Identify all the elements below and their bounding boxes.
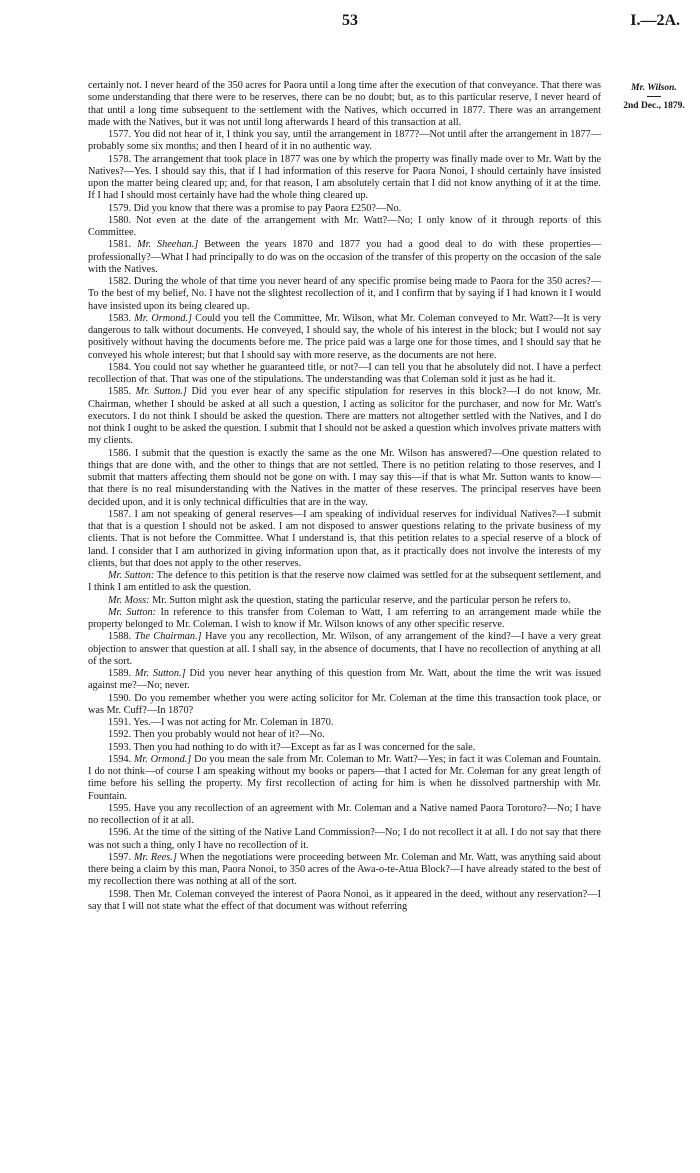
- speaker-name: The Chairman.]: [134, 631, 202, 643]
- paragraph-text: 1592. Then you probably would not hear of it?—No.: [108, 729, 325, 741]
- margin-date: 2nd Dec., 1879.: [623, 101, 685, 111]
- speaker-name: Mr. Rees.]: [134, 851, 177, 863]
- paragraph-text: Between the years 1870 and 1877 you had a good deal to do with these properties—professionally?—What I had principally to do was on the occasion of the transfer of this property on the occasion of the sale with the Natives.: [88, 239, 602, 275]
- paragraph-text: 1577. You did not hear of it, I think you say, until the arrangement in 1877?—Not until after the arrangement in 1877—probably some six months; and then I heard of it in no authentic way.: [88, 129, 601, 153]
- paragraph-text: 1578. The arrangement that took place in 1877 was one by which the property was finally made over to Mr. Watt by the Natives?—Yes. I should say this, that if I had information of this reserve for Paora Nonoi, I should certainly have insisted upon the matter being cleared up; and, for that reason, I am absolutely certain that I did not know anything of it at the time. If I had I should most certainly have had the whole thing cleared up.: [88, 153, 601, 202]
- paragraph: [88, 313, 601, 362]
- question-number: 1585.: [108, 386, 132, 398]
- paragraph: [88, 742, 601, 754]
- paragraph-text: 1591. Yes.—I was not acting for Mr. Coleman in 1870.: [108, 717, 334, 728]
- question-number: 1588.: [108, 631, 132, 643]
- paragraph: [88, 754, 601, 803]
- paragraph: [88, 215, 601, 240]
- paragraph-text: 1586. I submit that the question is exactly the same as the one Mr. Wilson has answered?—One question related to things that are done with, and the other to things that are not settled. There is no petition relating to those reserves, and I submit that matters affecting them should not be gone on with. I may say this—if that is what Mr. Sutton wants to know—that there is no real misunderstanding with the Natives in the matter of these reserves. The principal reserves have been decided upon, and it is only technical difficulties that are in the way.: [88, 447, 601, 508]
- margin-rule: [647, 96, 661, 97]
- paragraph-text: Mr. Sutton might ask the question, stating the particular reserve, and the particular person he refers to.: [152, 594, 571, 606]
- paragraph: [88, 570, 601, 595]
- paragraph-text: 1593. Then you had nothing to do with it?—Except as far as I was concerned for the sale.: [108, 741, 476, 753]
- margin-note: [612, 82, 696, 112]
- paragraph-text: When the negotiations were proceeding between Mr. Coleman and Mr. Watt, was anything said about there being a claim by this man, Paora Nonoi, to 350 acres of the Awa-o-te-Atua Block?—I have already stated to the best of my recollection there was nothing at all of the sort.: [88, 851, 601, 888]
- paragraph-text: 1596. At the time of the sitting of the Native Land Commission?—No; I do not recollect it at all. I do not say that there was not such a thing, only I have no recollection of it.: [88, 827, 601, 851]
- paragraph: [88, 668, 601, 693]
- question-number: 1594.: [108, 753, 132, 765]
- paragraph-text: 1580. Not even at the date of the arrangement with Mr. Watt?—No; I only know of it through reports of this Committee.: [88, 214, 601, 238]
- paragraph-text: In reference to this transfer from Coleman to Watt, I am referring to an arrangement made while the property belonged to Mr. Coleman. I wish to know if Mr. Wilson knows of any other specific reserve.: [88, 606, 602, 630]
- paragraph: [88, 154, 601, 203]
- paragraph: [88, 80, 601, 129]
- paragraph: [88, 693, 601, 718]
- paragraph-text: Did you never hear anything of this question from Mr. Watt, about the time the writ was issued against me?—No; never.: [88, 668, 602, 692]
- paragraph: [88, 852, 601, 889]
- paragraph: [88, 386, 601, 447]
- speaker-name: Mr. Sutton:: [108, 570, 155, 581]
- speaker-name: Mr. Sutton.]: [135, 386, 187, 398]
- paragraph: [88, 717, 601, 729]
- paragraph: [88, 595, 601, 607]
- paragraph: [88, 509, 601, 570]
- paragraph: [88, 631, 601, 668]
- paragraph: [88, 129, 601, 154]
- speaker-name: Mr. Sutton.]: [134, 668, 186, 679]
- paragraph: [88, 729, 601, 741]
- paragraph-text: certainly not. I never heard of the 350 acres for Paora until a long time after the execution of that conveyance. That there was some understanding that there were to be reserves, there can be no doubt; but, as to this particular reserve, I never heard of that until a long time subsequent to the settlement with the Natives, which occurred in 1877. There was an arrangement made with the Natives, but it was not until long afterwards I heard of this transaction at all.: [88, 80, 601, 128]
- page-header: [90, 8, 680, 32]
- paragraph: [88, 448, 601, 509]
- paragraph-text: Did you ever hear of any specific stipulation for reserves in this block?—I do not know, Mr. Chairman, whether I should be asked at all such a question, I acting as solicitor for the purchaser, and now for Mr. Watt's executors. I do not think I should be asked the question. There are matters not altogether settled with the Natives, and I do not think I ought to be asked the question. I submit that I should not be asked a question which involves private matters with my clients.: [88, 386, 602, 447]
- paragraph-text: Do you mean the sale from Mr. Coleman to Mr. Watt?—Yes; in fact it was Coleman and Fountain. I do not think—of course I am speaking without my books or papers—that I acted for Mr. Coleman for any great length of time before his selling the property. My first recollection of acting for him is when he dissolved partnership with Mr. Fountain.: [88, 753, 601, 802]
- paragraph: [88, 607, 601, 632]
- question-number: 1583.: [108, 312, 132, 324]
- paragraph: [88, 203, 601, 215]
- paragraph-text: 1587. I am not speaking of general reserves—I am speaking of individual reserves for individual Natives?—I submit that that is a question I should not be asked. I am not disposed to answer questions relating to the private business of my clients. That is not before the Committee. What I understand is, that this petition relates to a special reserve of a block of land. I consider that I am authorized in giving information upon that, as it practically does not involve the interests of my clients, but that does not apply to the other reserves.: [88, 508, 601, 569]
- paragraph: [88, 827, 601, 852]
- speaker-name: Mr. Ormond.]: [133, 753, 192, 765]
- paragraph-text: Have you any recollection, Mr. Wilson, of any arrangement of the kind?—I have a very great objection to answer that question at all. I shall say, in the absence of documents, that I have no recollection of anything at all of the sort.: [88, 631, 601, 667]
- document-body: [88, 80, 601, 913]
- paragraph-text: 1579. Did you know that there was a promise to pay Paora £250?—No.: [108, 202, 402, 214]
- paragraph-text: 1582. During the whole of that time you never heard of any specific promise being made to Paora for the 350 acres?—To the best of my belief, No. I have not the slightest recollection of it, and I confirm that by saying if I had known it I would have insisted upon its being cleared up.: [88, 276, 601, 312]
- speaker-name: Mr. Moss:: [108, 594, 150, 606]
- paragraph-text: The defence to this petition is that the reserve now claimed was settled for at the subsequent settlement, and I think I am entitled to ask the question.: [88, 570, 601, 594]
- question-number: 1589.: [108, 668, 132, 679]
- speaker-name: Mr. Sheehan.]: [137, 239, 199, 251]
- document-reference: I.—2A.: [630, 12, 680, 29]
- paragraph-text: Could you tell the Committee, Mr. Wilson, what Mr. Coleman conveyed to Mr. Watt?—It is very dangerous to talk without documents. He conveyed, I should say, the whole of his interest in the block; but I would not say positively without having the documents before me. The price paid was a large one for those times, and I should say that he conveyed his whole interest; but that I should say with more reserve, as the documents are not here.: [88, 312, 601, 361]
- page-number: 53: [342, 12, 358, 29]
- speaker-name: Mr. Ormond.]: [134, 312, 193, 324]
- paragraph: [88, 362, 601, 387]
- paragraph-text: 1598. Then Mr. Coleman conveyed the interest of Paora Nonoi, as it appeared in the deed, without any reservation?—I say that I will not state what the effect of that document was without referring: [88, 888, 601, 912]
- paragraph-text: 1584. You could not say whether he guaranteed title, or not?—I can tell you that he absolutely did not. I have a perfect recollection of that. That was one of the stipulations. The understanding was that Coleman sold it just as he had it.: [88, 361, 601, 385]
- question-number: 1581.: [108, 239, 132, 251]
- speaker-name: Mr. Sutton:: [108, 606, 156, 618]
- paragraph-text: 1595. Have you any recollection of an agreement with Mr. Coleman and a Native named Paora Torotoro?—No; I have no recollection of it at all.: [88, 802, 601, 826]
- paragraph: [88, 239, 601, 276]
- paragraph: [88, 276, 601, 313]
- margin-witness: Mr. Wilson.: [631, 83, 677, 93]
- paragraph: [88, 803, 601, 828]
- question-number: 1597.: [108, 851, 132, 863]
- paragraph: [88, 889, 601, 914]
- paragraph-text: 1590. Do you remember whether you were acting solicitor for Mr. Coleman at the time this transaction took place, or was Mr. Cuff?—In 1870?: [88, 692, 601, 716]
